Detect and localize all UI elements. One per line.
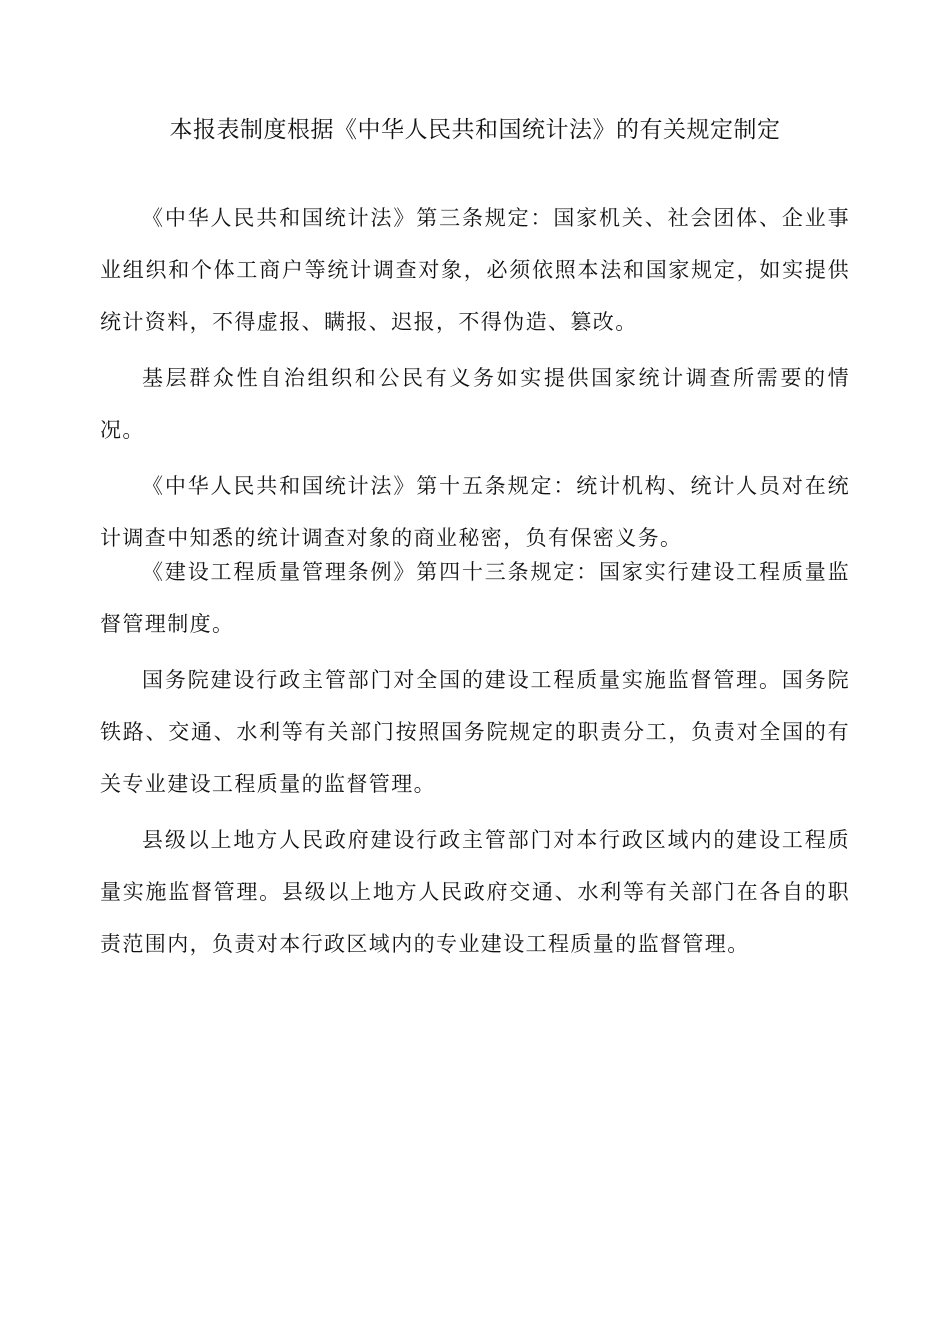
construction-quality-section — [100, 546, 850, 970]
paragraph-county-level: 县级以上地方人民政府建设行政主管部门对本行政区域内的建设工程质量实施监督管理。县级以上地方人民政府交通、水利等有关部门在各自的职责范围内，负责对本行政区域内的专业建设工程质量的监督管理。 — [100, 828, 850, 956]
paragraph-article-15: 《中华人民共和国统计法》第十五条规定：统计机构、统计人员对在统计调查中知悉的统计调查对象的商业秘密，负有保密义务。 — [100, 474, 850, 550]
paragraph-article-3: 《中华人民共和国统计法》第三条规定：国家机关、社会团体、企业事业组织和个体工商户等统计调查对象，必须依照本法和国家规定，如实提供统计资料，不得虚报、瞒报、迟报，不得伪造、篡改。 — [100, 206, 850, 334]
statistics-law-section — [100, 192, 850, 564]
paragraph-article-43: 《建设工程质量管理条例》第四十三条规定：国家实行建设工程质量监督管理制度。 — [100, 560, 850, 636]
paragraph-citizen-duty: 基层群众性自治组织和公民有义务如实提供国家统计调查所需要的情况。 — [100, 366, 850, 442]
document-title: 本报表制度根据《中华人民共和国统计法》的有关规定制定 — [169, 117, 781, 143]
paragraph-state-council: 国务院建设行政主管部门对全国的建设工程质量实施监督管理。国务院铁路、交通、水利等有关部门按照国务院规定的职责分工，负责对全国的有关专业建设工程质量的监督管理。 — [100, 668, 850, 796]
